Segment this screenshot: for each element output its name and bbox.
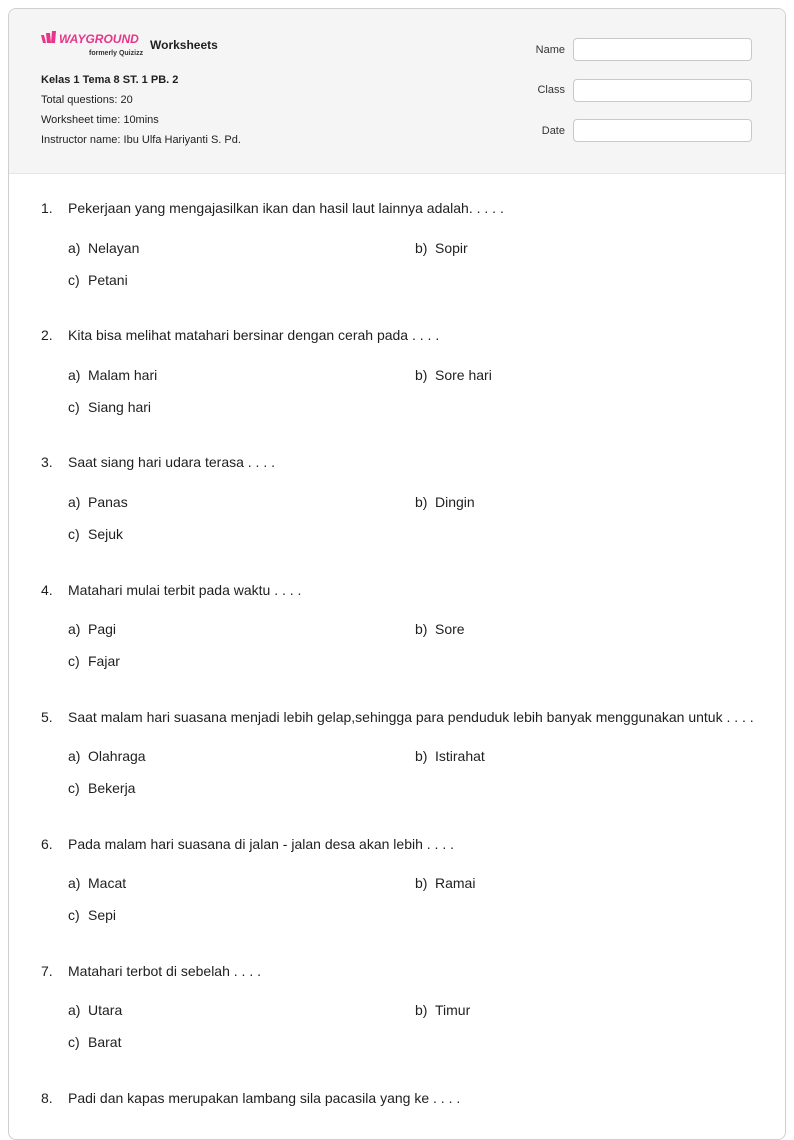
option-letter: a) [68, 621, 81, 637]
question-number: 7. [41, 963, 53, 979]
option-text: Macat [88, 875, 127, 891]
worksheet-name: Kelas 1 Tema 8 ST. 1 PB. 2 [41, 74, 179, 86]
question-number: 2. [41, 327, 53, 343]
option-a[interactable] [68, 367, 157, 383]
option-c[interactable] [68, 780, 135, 796]
question-text: Matahari mulai terbit pada waktu . . . . [68, 582, 302, 598]
option-text: Timur [435, 1002, 471, 1018]
option-letter: b) [415, 240, 428, 256]
name-field[interactable] [573, 38, 752, 61]
option-letter: c) [68, 1034, 80, 1050]
option-letter: b) [415, 494, 428, 510]
worksheet-header [9, 9, 785, 174]
option-letter: a) [68, 494, 81, 510]
option-a[interactable] [68, 875, 126, 891]
question-number: 4. [41, 582, 53, 598]
option-letter: c) [68, 399, 80, 415]
class-label: Class [537, 84, 565, 96]
option-letter: a) [68, 367, 81, 383]
brand-name: WAYGROUND [59, 32, 139, 46]
option-a[interactable] [68, 1002, 122, 1018]
option-text: Sore [435, 621, 465, 637]
option-text: Utara [88, 1002, 123, 1018]
option-letter: c) [68, 653, 80, 669]
class-field[interactable] [573, 79, 752, 102]
question-number: 8. [41, 1090, 53, 1106]
option-b[interactable] [415, 1002, 470, 1018]
option-letter: c) [68, 907, 80, 923]
option-c[interactable] [68, 1034, 121, 1050]
option-text: Malam hari [88, 367, 158, 383]
option-letter: b) [415, 1002, 428, 1018]
brand-subtitle: formerly Quizizz [89, 50, 144, 57]
option-c[interactable] [68, 907, 116, 923]
question-text: Saat malam hari suasana menjadi lebih gelap,sehingga para penduduk lebih banyak menggunakan untuk . . . . [68, 709, 754, 725]
option-a[interactable] [68, 621, 116, 637]
option-letter: b) [415, 748, 428, 764]
option-text: Petani [88, 272, 128, 288]
question-text: Saat siang hari udara terasa . . . . [68, 454, 276, 470]
question-number: 3. [41, 454, 53, 470]
option-text: Barat [88, 1034, 122, 1050]
option-b[interactable] [415, 875, 475, 891]
option-letter: a) [68, 1002, 81, 1018]
option-letter: a) [68, 240, 81, 256]
option-letter: c) [68, 526, 80, 542]
question-text: Padi dan kapas merupakan lambang sila pacasila yang ke . . . . [68, 1090, 461, 1106]
option-c[interactable] [68, 272, 128, 288]
brand-title: Worksheets [150, 38, 218, 52]
option-text: Olahraga [88, 748, 146, 764]
brand [40, 31, 218, 59]
option-letter: b) [415, 367, 428, 383]
instructor-name: Instructor name: Ibu Ulfa Hariyanti S. Pd. [41, 134, 241, 146]
worksheet-time: Worksheet time: 10mins [41, 114, 159, 126]
option-text: Dingin [435, 494, 475, 510]
option-text: Ramai [435, 875, 476, 891]
option-c[interactable] [68, 526, 123, 542]
worksheet [8, 8, 786, 1140]
option-text: Panas [88, 494, 128, 510]
option-letter: c) [68, 272, 80, 288]
question-text: Pada malam hari suasana di jalan - jalan desa akan lebih . . . . [68, 836, 455, 852]
option-text: Sopir [435, 240, 468, 256]
date-label: Date [541, 125, 565, 137]
option-a[interactable] [68, 748, 146, 764]
option-a[interactable] [68, 494, 128, 510]
option-text: Bekerja [88, 780, 136, 796]
option-text: Sore hari [435, 367, 492, 383]
option-letter: a) [68, 748, 81, 764]
option-text: Siang hari [88, 399, 152, 415]
option-text: Sepi [88, 907, 117, 923]
question-number: 1. [41, 200, 53, 216]
option-b[interactable] [415, 621, 465, 637]
option-letter: c) [68, 780, 80, 796]
option-b[interactable] [415, 367, 492, 383]
option-b[interactable] [415, 494, 475, 510]
option-c[interactable] [68, 399, 151, 415]
option-text: Istirahat [435, 748, 485, 764]
option-b[interactable] [415, 748, 485, 764]
question-number: 5. [41, 709, 53, 725]
option-text: Fajar [88, 653, 120, 669]
total-questions: Total questions: 20 [41, 94, 133, 106]
option-text: Nelayan [88, 240, 140, 256]
option-text: Sejuk [88, 526, 124, 542]
option-c[interactable] [68, 653, 120, 669]
question-text: Pekerjaan yang mengajasilkan ikan dan hasil laut lainnya adalah. . . . . [68, 200, 504, 216]
option-letter: a) [68, 875, 81, 891]
option-letter: b) [415, 621, 428, 637]
wayground-logo [40, 31, 144, 59]
option-b[interactable] [415, 240, 468, 256]
option-a[interactable] [68, 240, 139, 256]
question-text: Kita bisa melihat matahari bersinar dengan cerah pada . . . . [68, 327, 440, 343]
option-letter: b) [415, 875, 428, 891]
date-field[interactable] [573, 119, 752, 142]
question-number: 6. [41, 836, 53, 852]
option-text: Pagi [88, 621, 117, 637]
question-text: Matahari terbot di sebelah . . . . [68, 963, 261, 979]
name-label: Name [535, 44, 565, 56]
